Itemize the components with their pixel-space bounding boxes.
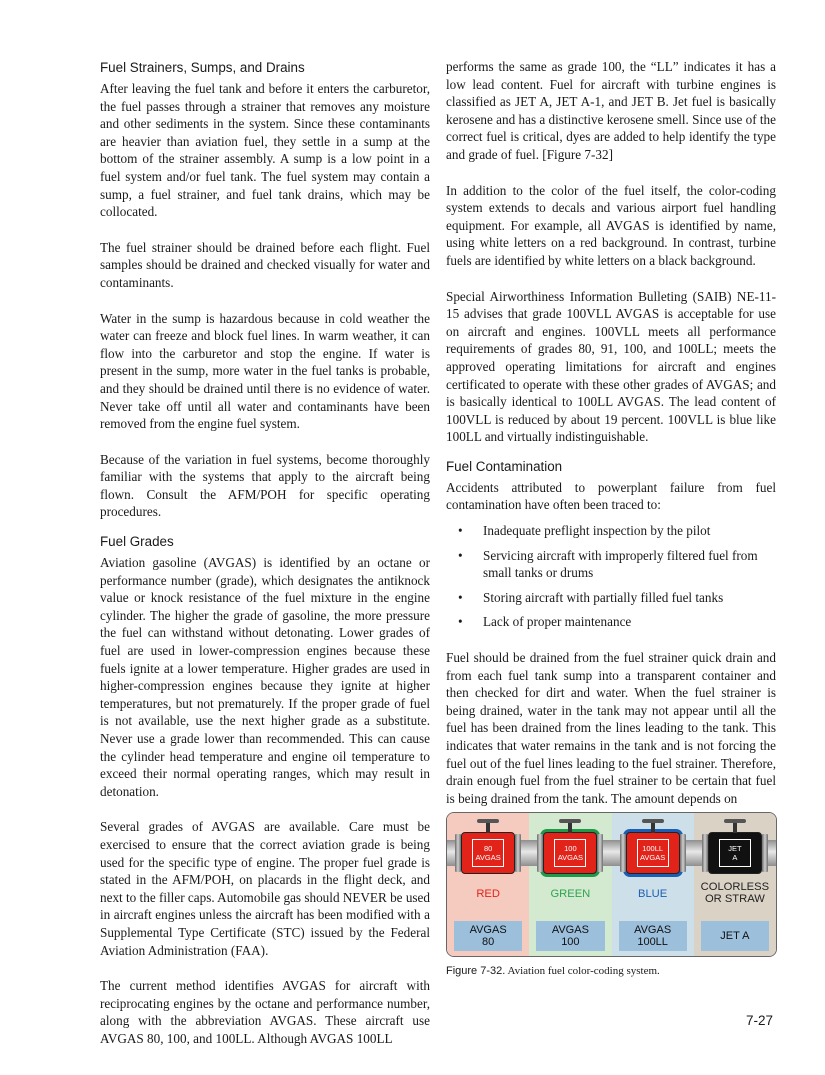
fuel-valve-label: 100 AVGAS bbox=[554, 839, 586, 867]
valve-stem bbox=[733, 822, 737, 833]
paragraph: After leaving the fuel tank and before it enters the carburetor, the fuel passes through a strainer that removes any moisture and other sediments in the system. Since these contaminants are heavier than aviation fuel, they settle in a sump at the bottom of the strainer assembly. A sump is a low point in a fuel system and/or fuel tank. The fuel system may contain a sump, a fuel strainer, and fuel tank drains, which may be collocated. bbox=[100, 81, 430, 220]
fuel-valve-label: 80 AVGAS bbox=[472, 839, 504, 867]
paragraph: Several grades of AVGAS are available. Care must be exercised to ensure that the correct aviation grade is being used for the specific type of engine. The proper fuel grade is stated in the AFM/POH, on placards in the flight deck, and next to the filler caps. Automobile gas should NEVER be used in aircraft engines unless the aircraft has been modified with a Supplemental Type Certificate (STC) issued by the Federal Aviation Administration (FAA). bbox=[100, 819, 430, 958]
valve-handle bbox=[559, 819, 581, 823]
section-heading-fuel-strainers: Fuel Strainers, Sumps, and Drains bbox=[100, 60, 305, 75]
fuel-color-label: COLORLESS OR STRAW bbox=[700, 881, 770, 905]
bullet-icon: • bbox=[458, 614, 463, 630]
pipe-flange bbox=[762, 834, 768, 872]
bullet-icon: • bbox=[458, 589, 463, 605]
paragraph: Special Airworthiness Information Bulleting (SAIB) NE-11-15 advises that grade 100VLL AVGAS is acceptable for use on aircraft and engines. 100VLL meets all performance requirements of grades 80, 91, 100, and 100LL; meets the approved operating limitations for aircraft and engines certificated to operate with these other grades of AVGAS; and is basically identical to 100LL AVGAS. The lead content of 100VLL is reduced by about 19 percent. 100VLL is blue like 100LL and virtually indistinguishable. bbox=[446, 288, 776, 445]
fuel-valve-label: 100LL AVGAS bbox=[637, 839, 669, 867]
fuel-valve bbox=[461, 832, 515, 874]
paragraph: Because of the variation in fuel systems, become thoroughly familiar with the systems that apply to the aircraft being flown. Consult the AFM/POH for specific operating procedures. bbox=[100, 451, 430, 520]
pipe-flange bbox=[702, 834, 708, 872]
fuel-valve-label: JET A bbox=[719, 839, 751, 867]
paragraph: Aviation gasoline (AVGAS) is identified by an octane or performance number (grade), which designates the antiknock value or knock resistance of the fuel mixture in the engine cylinder. The higher the grade of gasoline, the more pressure the fuel can withstand without detonating. Lower grades of fuel are used in lower-compression engines because these fuels ignite at a lower temperature. Higher grades are used in higher-compression engines because they ignite at higher temperatures, but not prematurely. If the proper grade of fuel is not available, use the next higher grade as a substitute. Never use a grade lower than recommended. This can cause the cylinder head temperature and engine oil temperature to exceed their normal operating ranges, which may result in detonation. bbox=[100, 555, 430, 799]
pipe-flange bbox=[597, 834, 603, 872]
paragraph: Water in the sump is hazardous because in cold weather the water can freeze and block fuel lines. In warm weather, it can flow into the carburetor and stop the engine. If water is present in the sump, more water in the fuel tanks is probable, and they should be drained until there is no evidence of water. Never take off until all water and contaminants have been removed from the engine fuel system. bbox=[100, 310, 430, 432]
fuel-color-coding-figure bbox=[446, 812, 777, 957]
section-heading-fuel-grades: Fuel Grades bbox=[100, 534, 174, 550]
fuel-color-label: RED bbox=[476, 888, 500, 900]
list-item: • Inadequate preflight inspection by the pilot bbox=[458, 523, 711, 539]
valve-stem bbox=[568, 822, 572, 833]
paragraph: The current method identifies AVGAS for aircraft with reciprocating engines by the octane and performance number, along with the abbreviation AVGAS. These aircraft use AVGAS 80, 100, and 100LL. Although AVGAS 100LL bbox=[100, 978, 430, 1046]
fuel-valve bbox=[626, 832, 680, 874]
list-item: • Storing aircraft with partially filled fuel tanks bbox=[458, 589, 724, 605]
pipe-flange bbox=[680, 834, 686, 872]
list-item: • Servicing aircraft with improperly filtered fuel from small tanks or drums bbox=[458, 547, 758, 581]
pipe-flange bbox=[515, 834, 521, 872]
fuel-grade-box: AVGAS 100 bbox=[536, 921, 604, 951]
fuel-valve bbox=[708, 832, 762, 874]
fuel-grade-box: AVGAS 100LL bbox=[619, 921, 687, 951]
paragraph: In addition to the color of the fuel itself, the color-coding system extends to decals and various airport fuel handling equipment. For example, all AVGAS is identified by name, using white letters on a red background. In contrast, turbine fuels are identified by white letters on a black background. bbox=[446, 182, 776, 268]
list-item: • Lack of proper maintenance bbox=[458, 614, 632, 630]
valve-handle bbox=[724, 819, 746, 823]
paragraph: Fuel should be drained from the fuel strainer quick drain and from each fuel tank sump into a transparent container and then checked for dirt and water. When the fuel strainer is being drained, water in the tank may not appear until all the fuel has been drained from the lines leading to the tank. This indicates that water remains in the tank and is not forcing the fuel out of the fuel lines leading to the fuel strainer. Therefore, drain enough fuel from the fuel strainer to be certain that fuel is being drained from the tank. The amount depends on bbox=[446, 650, 776, 806]
figure-number: Figure 7-32. bbox=[446, 965, 506, 977]
fuel-color-label: BLUE bbox=[638, 888, 668, 900]
bullet-icon: • bbox=[458, 523, 463, 539]
pipe-flange bbox=[537, 834, 543, 872]
paragraph: performs the same as grade 100, the “LL” indicates it has a low lead content. Fuel for aircraft with turbine engines is classified as JET A, JET A-1, and JET B. Jet fuel is basically kerosene and has a distinctive kerosene smell. Since use of the correct fuel is critical, dyes are added to help identify the type and grade of fuel. [Figure 7-32] bbox=[446, 59, 776, 162]
figure-caption-text: Aviation fuel color-coding system. bbox=[507, 965, 660, 977]
pipe-flange bbox=[455, 834, 461, 872]
page-number: 7-27 bbox=[746, 1013, 774, 1028]
valve-handle bbox=[642, 819, 664, 823]
contamination-cause-list bbox=[446, 522, 776, 631]
left-column bbox=[100, 58, 430, 1066]
fuel-color-label: GREEN bbox=[550, 888, 591, 900]
valve-handle bbox=[477, 819, 499, 823]
fuel-grade-box: AVGAS 80 bbox=[454, 921, 522, 951]
paragraph: Accidents attributed to powerplant failure from fuel contamination have often been traced to: bbox=[446, 479, 776, 513]
fuel-grade-box: JET A bbox=[701, 921, 769, 951]
bullet-icon: • bbox=[458, 547, 463, 563]
valve-stem bbox=[486, 822, 490, 833]
section-heading-fuel-contamination: Fuel Contamination bbox=[446, 458, 563, 474]
paragraph: The fuel strainer should be drained before each flight. Fuel samples should be drained and checked visually for water and contaminants. bbox=[100, 239, 430, 290]
valve-stem bbox=[651, 822, 655, 833]
fuel-valve bbox=[543, 832, 597, 874]
right-column bbox=[446, 58, 776, 825]
figure-caption bbox=[446, 965, 660, 977]
pipe-flange bbox=[620, 834, 626, 872]
